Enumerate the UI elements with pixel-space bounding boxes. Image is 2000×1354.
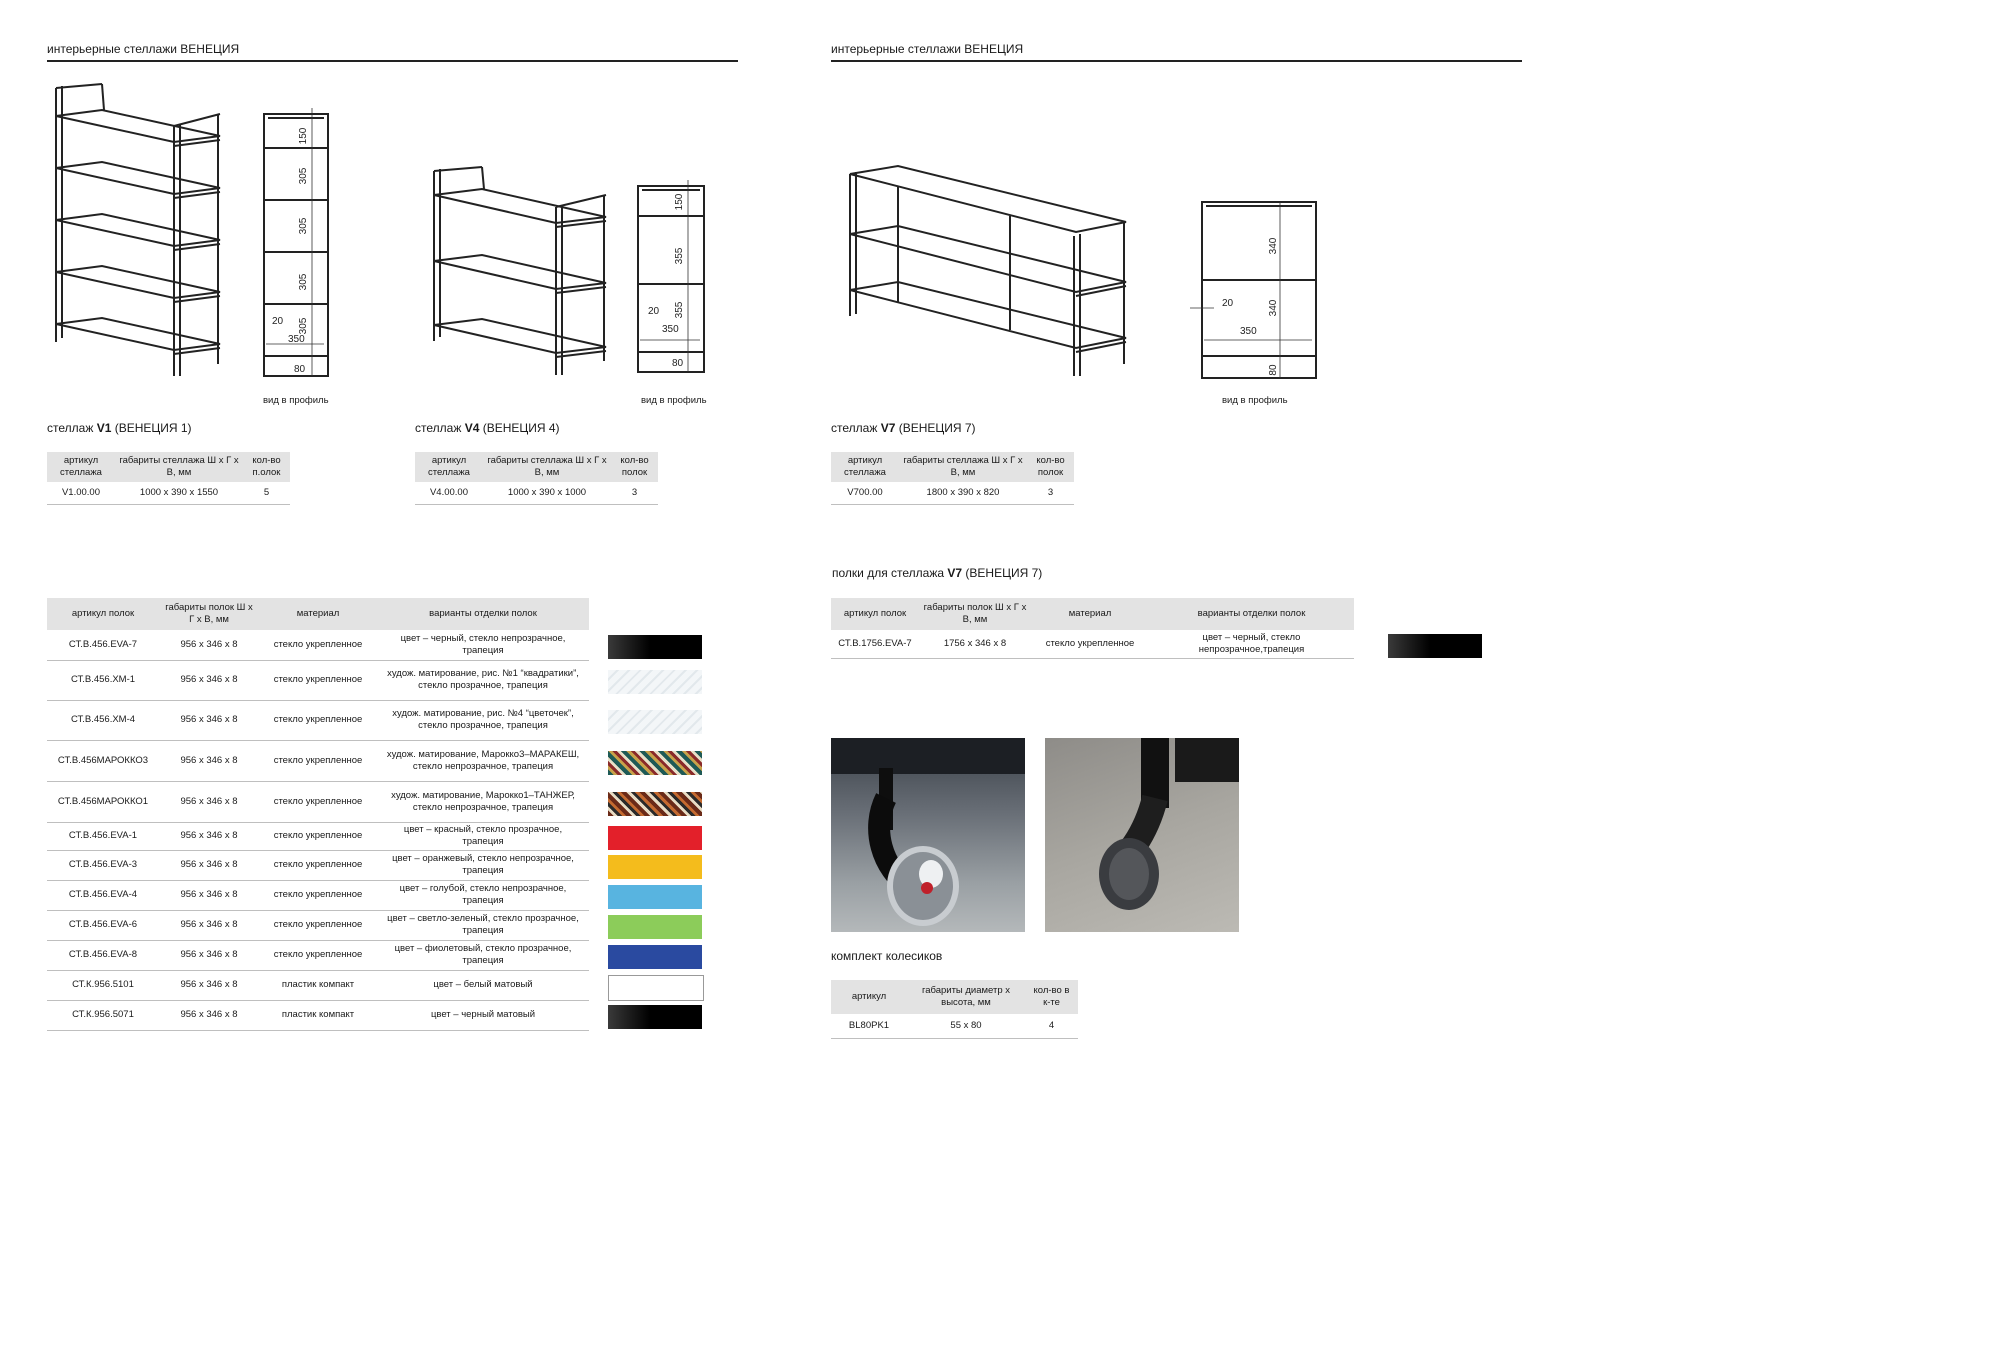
v4-dim-3: 355 [674,301,685,319]
shelf-swatch [608,1005,702,1029]
v4-cell-size: 1000 х 390 х 1000 [483,482,611,504]
shelf-cell-material: пластик компакт [259,1000,377,1030]
v4-cell-count: 3 [611,482,658,504]
shelf-cell-finish: худож. матирование, рис. №1 “квадратики”, стекло прозрачное, трапеция [377,660,589,700]
shelf-cell-material: стекло укрепленное [259,700,377,740]
shelf-cell-sku: СТ.В.456.ХМ-1 [47,660,159,700]
v7-shelves-cell-sku: СТ.В.1756.EVA-7 [831,630,919,658]
v4-shelf-drawing [430,165,610,380]
shelf-cell-sku: СТ.В.456.EVA-8 [47,940,159,970]
shelf-cell-finish: цвет – красный, стекло прозрачное, трапеция [377,822,589,850]
shelf-cell-finish: цвет – оранжевый, стекло непрозрачное, трапеция [377,850,589,880]
v1-header-sku: артикул стеллажа [47,452,115,482]
v1-dim-3: 305 [298,217,309,235]
shelf-row [47,822,589,850]
shelf-cell-finish: цвет – белый матовый [377,970,589,1000]
shelf-cell-size: 956 х 346 х 8 [159,970,259,1000]
shelf-cell-finish: цвет – голубой, стекло непрозрачное, трапеция [377,880,589,910]
shelf-row [47,781,589,822]
wheels-cell-size: 55 х 80 [907,1014,1025,1038]
v1-dim-4: 305 [298,273,309,291]
v7-shelves-cell-material: стекло укрепленное [1031,630,1149,658]
v7-dim-2: 340 [1268,299,1279,317]
shelf-cell-material: стекло укрепленное [259,822,377,850]
right-title-rule [831,60,1522,62]
shelf-cell-sku: СТ.В.456.EVA-7 [47,630,159,660]
shelf-cell-sku: СТ.В.456МАРОККО1 [47,781,159,822]
gray-wheel-icon [1045,738,1239,932]
shelf-cell-finish: худож. матирование, рис. №4 “цветочек”, стекло прозрачное, трапеция [377,700,589,740]
shelf-swatch [608,710,702,734]
v7-shelves-cell-size: 1756 х 346 х 8 [919,630,1031,658]
v7-profile-label: вид в профиль [1222,395,1288,406]
shelf-swatch [608,635,702,659]
v1-dim-8: 80 [294,364,306,375]
shelf-row [47,740,589,781]
v7-dim-5: 80 [1268,364,1279,376]
v7-shelves-table [831,598,1354,659]
v4-dim-6: 80 [672,358,684,369]
shelf-row [47,970,589,1000]
shelf-cell-size: 956 х 346 х 8 [159,822,259,850]
v7-cell-sku: V700.00 [831,482,899,504]
v1-dim-5: 305 [298,317,309,335]
shelf-cell-material: стекло укрепленное [259,630,377,660]
v4-profile-label: вид в профиль [641,395,707,406]
shelf-cell-size: 956 х 346 х 8 [159,781,259,822]
shelves-header-size: габариты полок Ш х Г х В, мм [159,598,259,630]
v7-header-sku: артикул стеллажа [831,452,899,482]
right-page-title: интерьерные стеллажи ВЕНЕЦИЯ [831,42,1024,56]
v7-shelves-cell-finish: цвет – черный, стекло непрозрачное,трапеция [1149,630,1354,658]
shelves-header-finish: варианты отделки полок [377,598,589,630]
v7-shelf-drawing [846,160,1136,380]
wheels-header-count: кол-во в к-те [1025,980,1078,1014]
v7-caption: стеллаж V7 (ВЕНЕЦИЯ 7) [831,421,976,435]
shelf-swatch [608,792,702,816]
v7-dim-1: 340 [1268,237,1279,255]
shelf-row [47,660,589,700]
v1-profile-label: вид в профиль [263,395,329,406]
v7-shelves-header-finish: варианты отделки полок [1149,598,1354,630]
shelf-cell-finish: худож. матирование, Марокко1–ТАНЖЕР, стекло непрозрачное, трапеция [377,781,589,822]
wheels-header-sku: артикул [831,980,907,1014]
shelf-swatch [608,915,702,939]
v4-header-sku: артикул стеллажа [415,452,483,482]
v7-dim-3: 20 [1222,298,1234,309]
shelves-table-body [47,630,589,1030]
wheel-photo-gray [1045,738,1239,932]
shelf-cell-sku: СТ.К.956.5101 [47,970,159,1000]
v1-shelf-drawing [50,80,230,380]
shelf-row [47,910,589,940]
v7-shelf-swatch [1388,634,1482,658]
shelf-cell-size: 956 х 346 х 8 [159,880,259,910]
shelf-cell-material: стекло укрепленное [259,781,377,822]
wheels-spec-table [831,980,1078,1039]
v1-dim-7: 350 [288,334,305,345]
shelf-cell-size: 956 х 346 х 8 [159,660,259,700]
v7-profile-drawing [1190,196,1320,382]
shelf-cell-sku: СТ.К.956.5071 [47,1000,159,1030]
shelf-row [47,940,589,970]
v4-dim-2: 355 [674,247,685,265]
v4-spec-table [415,452,658,505]
v1-spec-table [47,452,290,505]
v4-caption: стеллаж V4 (ВЕНЕЦИЯ 4) [415,421,560,435]
wheels-cell-count: 4 [1025,1014,1078,1038]
shelf-cell-finish: цвет – черный, стекло непрозрачное, трапеция [377,630,589,660]
v7-shelves-header-size: габариты полок Ш х Г х В, мм [919,598,1031,630]
v7-shelves-caption: полки для стеллажа V7 (ВЕНЕЦИЯ 7) [832,566,1043,580]
v1-cell-sku: V1.00.00 [47,482,115,504]
v7-cell-count: 3 [1027,482,1074,504]
v4-dim-5: 350 [662,324,679,335]
shelf-cell-material: стекло укрепленное [259,880,377,910]
shelf-cell-size: 956 х 346 х 8 [159,940,259,970]
shelf-swatch [608,975,704,1001]
shelves-header-material: материал [259,598,377,630]
shelf-cell-sku: СТ.В.456МАРОККО3 [47,740,159,781]
shelf-row [47,850,589,880]
shelf-cell-sku: СТ.В.456.EVA-4 [47,880,159,910]
shelf-cell-finish: цвет – фиолетовый, стекло прозрачное, трапеция [377,940,589,970]
v1-dim-2: 305 [298,167,309,185]
shelf-swatch [608,670,702,694]
shelf-cell-size: 956 х 346 х 8 [159,740,259,781]
shelf-cell-material: стекло укрепленное [259,940,377,970]
shelf-cell-sku: СТ.В.456.EVA-6 [47,910,159,940]
v4-header-size: габариты стеллажа Ш х Г х В, мм [483,452,611,482]
v1-dim-6: 20 [272,316,284,327]
shelf-cell-sku: СТ.В.456.EVA-3 [47,850,159,880]
shelf-swatch [608,855,702,879]
shelf-row [47,1000,589,1030]
v7-header-size: габариты стеллажа Ш х Г х В, мм [899,452,1027,482]
shelf-cell-material: стекло укрепленное [259,850,377,880]
wheels-header-size: габариты диаметр х высота, мм [907,980,1025,1014]
v7-shelves-header-sku: артикул полок [831,598,919,630]
shelf-row [47,700,589,740]
wheels-cell-sku: BL80PK1 [831,1014,907,1038]
chrome-wheel-icon [831,738,1025,932]
v1-header-size: габариты стеллажа Ш х Г х В, мм [115,452,243,482]
shelf-cell-sku: СТ.В.456.EVA-1 [47,822,159,850]
shelf-cell-finish: цвет – светло-зеленый, стекло прозрачное, трапеция [377,910,589,940]
left-page-title: интерьерные стеллажи ВЕНЕЦИЯ [47,42,240,56]
shelf-cell-size: 956 х 346 х 8 [159,910,259,940]
v1-cell-size: 1000 х 390 х 1550 [115,482,243,504]
left-title-rule [47,60,738,62]
v1-profile-drawing [258,108,338,380]
v7-spec-table [831,452,1074,505]
shelf-cell-finish: цвет – черный матовый [377,1000,589,1030]
wheels-caption: комплект колесиков [831,949,943,963]
v7-dim-4: 350 [1240,326,1257,337]
shelf-swatch [608,945,702,969]
v1-dim-1: 150 [298,127,309,145]
shelf-cell-sku: СТ.В.456.ХМ-4 [47,700,159,740]
wheel-photo-chrome [831,738,1025,932]
shelf-swatch [608,751,702,775]
shelf-cell-material: пластик компакт [259,970,377,1000]
shelf-swatch [608,885,702,909]
shelf-cell-size: 956 х 346 х 8 [159,1000,259,1030]
shelf-row [47,880,589,910]
v7-cell-size: 1800 х 390 х 820 [899,482,1027,504]
shelves-header-sku: артикул полок [47,598,159,630]
shelf-row [47,630,589,660]
shelf-cell-finish: худож. матирование, Марокко3–МАРАКЕШ, стекло непрозрачное, трапеция [377,740,589,781]
shelf-cell-size: 956 х 346 х 8 [159,700,259,740]
v1-caption: стеллаж V1 (ВЕНЕЦИЯ 1) [47,421,192,435]
v1-cell-count: 5 [243,482,290,504]
v4-header-count: кол-во полок [611,452,658,482]
v4-profile-drawing [632,180,712,380]
v4-dim-4: 20 [648,306,660,317]
v4-cell-sku: V4.00.00 [415,482,483,504]
v4-dim-1: 150 [674,193,685,211]
v1-header-count: кол-во п.олок [243,452,290,482]
shelf-cell-material: стекло укрепленное [259,910,377,940]
v7-shelves-header-material: материал [1031,598,1149,630]
shelf-cell-size: 956 х 346 х 8 [159,850,259,880]
shelf-cell-size: 956 х 346 х 8 [159,630,259,660]
v7-header-count: кол-во полок [1027,452,1074,482]
shelf-cell-material: стекло укрепленное [259,740,377,781]
shelf-cell-material: стекло укрепленное [259,660,377,700]
shelves-table [47,598,589,1031]
shelf-swatch [608,826,702,850]
